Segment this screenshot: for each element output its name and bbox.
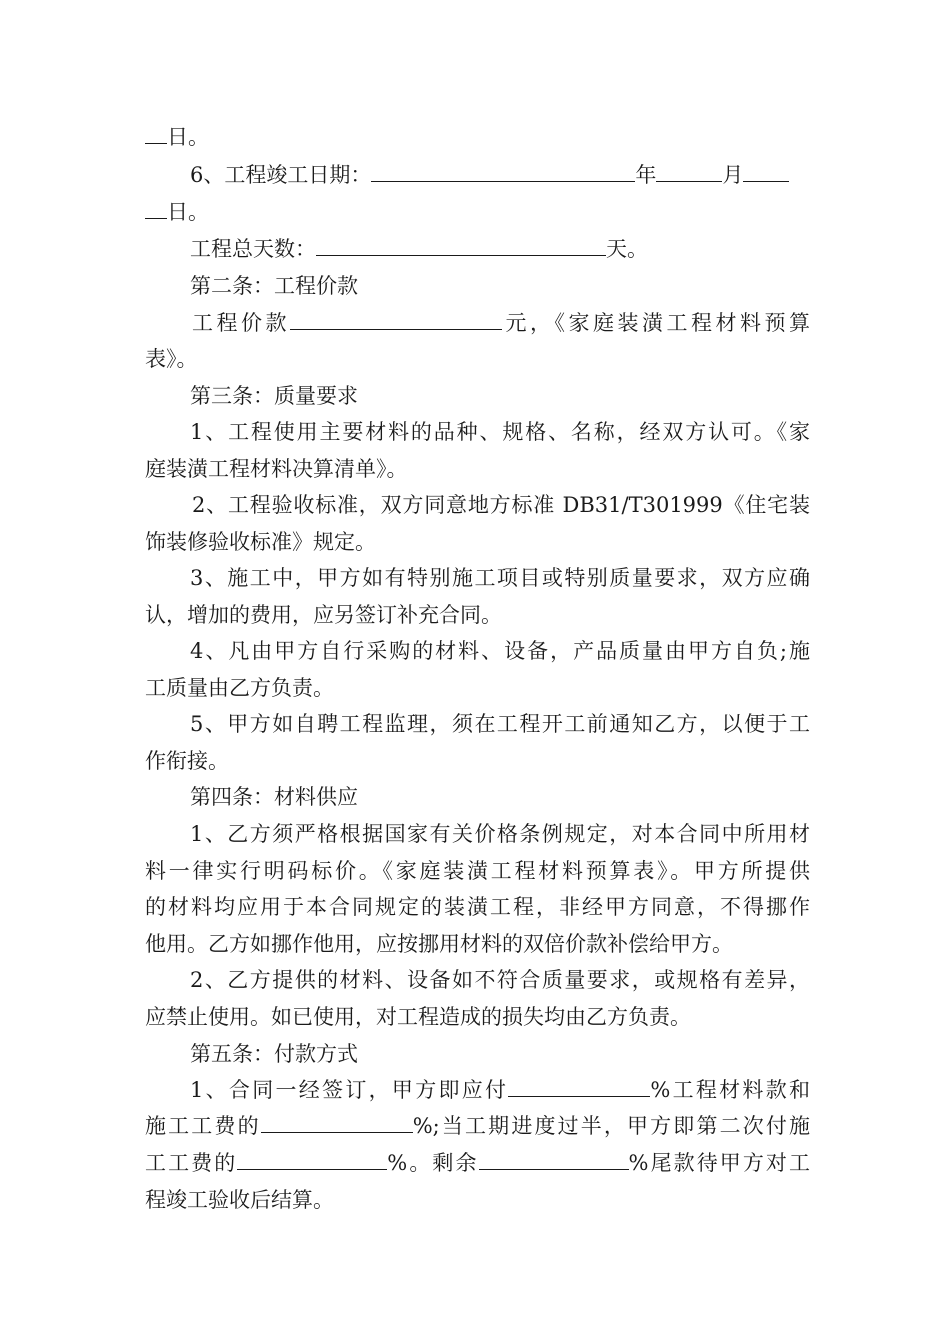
text-line: 表》。 — [145, 347, 198, 371]
text-line: 日。 — [145, 122, 810, 152]
blank-field — [371, 161, 635, 182]
text-line: 应禁止使用。如已使用，对工程造成的损失均由乙方负责。 — [145, 1005, 691, 1029]
blank-field — [145, 123, 167, 144]
text-line: 程竣工验收后结算。 — [145, 1188, 334, 1212]
blank-field — [237, 1149, 387, 1170]
payment-line: 1、合同一经签订，甲方即应付 %工程材料款和 — [190, 1078, 810, 1102]
blank-field — [290, 309, 502, 330]
text-line: 作衔接。 — [145, 749, 229, 773]
blank-field — [261, 1112, 413, 1133]
text-line: 庭装潢工程材料决算清单》。 — [145, 457, 408, 481]
text-line: 1、乙方须严格根据国家有关价格条例规定，对本合同中所用材 — [190, 822, 810, 846]
text-line: 工质量由乙方负责。 — [145, 676, 334, 700]
text-line: 2、乙方提供的材料、设备如不符合质量要求，或规格有差异， — [190, 968, 810, 992]
text-line: 5、甲方如自聘工程监理，须在工程开工前通知乙方，以便于工 — [190, 712, 810, 736]
price-line: 工程价款 元，《家庭装潢工程材料预算 — [192, 311, 810, 335]
blank-field — [743, 161, 789, 182]
payment-line: 施工工费的 %;当工期进度过半，甲方即第二次付施 — [145, 1114, 811, 1138]
section-heading: 第二条：工程价款 — [190, 274, 358, 298]
completion-date-line: 6、工程竣工日期： 年 月 — [190, 160, 810, 190]
text-line: 料一律实行明码标价。《家庭装潢工程材料预算表》。甲方所提供 — [145, 859, 810, 883]
section-heading: 第四条：材料供应 — [190, 785, 358, 809]
total-days-line: 工程总天数： 天。 — [190, 237, 648, 261]
blank-field — [479, 1149, 629, 1170]
text-line: 2、工程验收标准，双方同意地方标准 DB31/T301999《住宅装 — [192, 493, 810, 517]
blank-field — [145, 198, 167, 219]
text-line: 饰装修验收标准》规定。 — [145, 530, 376, 554]
blank-field — [656, 161, 722, 182]
text-line: 的材料均应用于本合同规定的装潢工程，非经甲方同意，不得挪作 — [145, 895, 810, 919]
text-line: 4、凡由甲方自行采购的材料、设备，产品质量由甲方自负;施 — [190, 639, 810, 663]
text-line: 他用。乙方如挪作他用，应按挪用材料的双倍价款补偿给甲方。 — [145, 932, 733, 956]
payment-line: 工工费的 %。剩余 %尾款待甲方对工 — [145, 1151, 810, 1175]
blank-field — [508, 1076, 650, 1097]
text-line: 1、工程使用主要材料的品种、规格、名称，经双方认可。《家 — [190, 420, 810, 444]
blank-field — [316, 235, 606, 256]
section-heading: 第五条：付款方式 — [190, 1042, 358, 1066]
text-line: 日。 — [145, 197, 810, 227]
section-heading: 第三条：质量要求 — [190, 384, 358, 408]
text-line: 认，增加的费用，应另签订补充合同。 — [145, 603, 502, 627]
text-line: 3、施工中，甲方如有特别施工项目或特别质量要求，双方应确 — [190, 566, 810, 590]
